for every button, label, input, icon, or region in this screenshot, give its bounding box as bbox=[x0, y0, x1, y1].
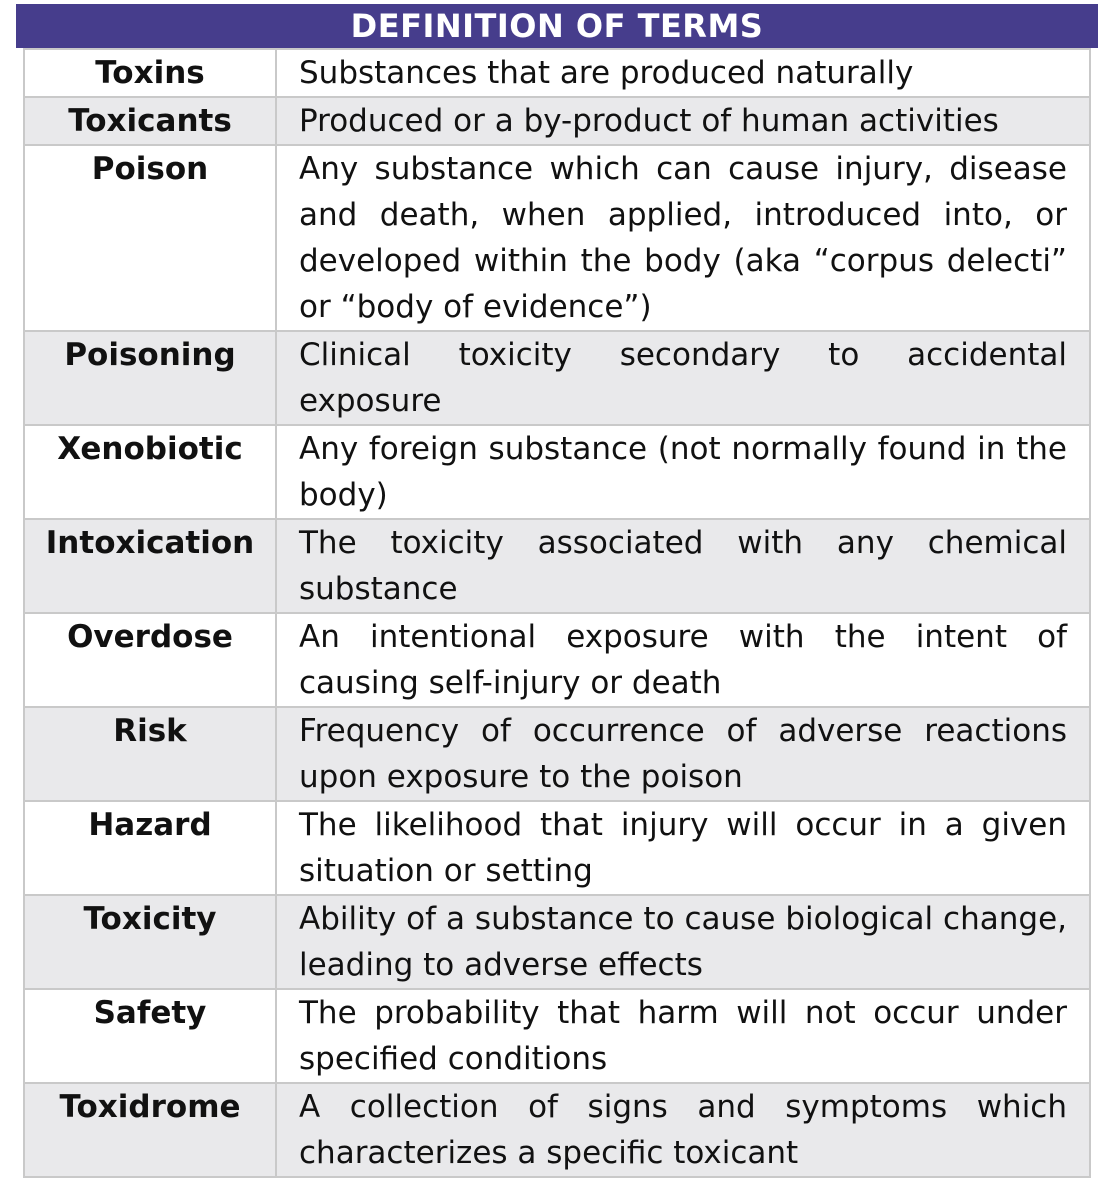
definition-cell: Clinical toxicity secondary to accidental exposure bbox=[276, 331, 1090, 425]
table-row bbox=[24, 97, 1090, 145]
term-cell: Toxins bbox=[24, 49, 276, 97]
definition-cell: Produced or a by-product of human activities bbox=[276, 97, 1090, 145]
term-cell: Hazard bbox=[24, 801, 276, 895]
term-cell: Poisoning bbox=[24, 331, 276, 425]
definition-cell: The toxicity associated with any chemical substance bbox=[276, 519, 1090, 613]
table-row bbox=[24, 145, 1090, 331]
definition-cell: Ability of a substance to cause biological change, leading to adverse effects bbox=[276, 895, 1090, 989]
term-cell: Toxidrome bbox=[24, 1083, 276, 1177]
definition-cell: The likelihood that injury will occur in a given situation or setting bbox=[276, 801, 1090, 895]
term-cell: Risk bbox=[24, 707, 276, 801]
table-row bbox=[24, 1083, 1090, 1177]
table-row bbox=[24, 331, 1090, 425]
table-title: DEFINITION OF TERMS bbox=[16, 4, 1098, 48]
table-row bbox=[24, 425, 1090, 519]
term-cell: Xenobiotic bbox=[24, 425, 276, 519]
table-row bbox=[24, 989, 1090, 1083]
definition-cell: The probability that harm will not occur under specified conditions bbox=[276, 989, 1090, 1083]
definitions-table bbox=[23, 48, 1091, 1178]
term-cell: Toxicants bbox=[24, 97, 276, 145]
term-cell: Safety bbox=[24, 989, 276, 1083]
table-row bbox=[24, 895, 1090, 989]
definition-cell: An intentional exposure with the intent of causing self-injury or death bbox=[276, 613, 1090, 707]
table-row bbox=[24, 613, 1090, 707]
definitions-document bbox=[16, 4, 1098, 1178]
term-cell: Poison bbox=[24, 145, 276, 331]
definition-cell: A collection of signs and symptoms which characterizes a specific toxicant bbox=[276, 1083, 1090, 1177]
table-row bbox=[24, 707, 1090, 801]
table-row bbox=[24, 49, 1090, 97]
definition-cell: Substances that are produced naturally bbox=[276, 49, 1090, 97]
table-row bbox=[24, 519, 1090, 613]
term-cell: Toxicity bbox=[24, 895, 276, 989]
definition-cell: Any foreign substance (not normally found in the body) bbox=[276, 425, 1090, 519]
term-cell: Overdose bbox=[24, 613, 276, 707]
definition-cell: Any substance which can cause injury, disease and death, when applied, introduced into, or developed within the body (aka “corpus delecti” or “body of evidence”) bbox=[276, 145, 1090, 331]
definition-cell: Frequency of occurrence of adverse reactions upon exposure to the poison bbox=[276, 707, 1090, 801]
table-row bbox=[24, 801, 1090, 895]
term-cell: Intoxication bbox=[24, 519, 276, 613]
